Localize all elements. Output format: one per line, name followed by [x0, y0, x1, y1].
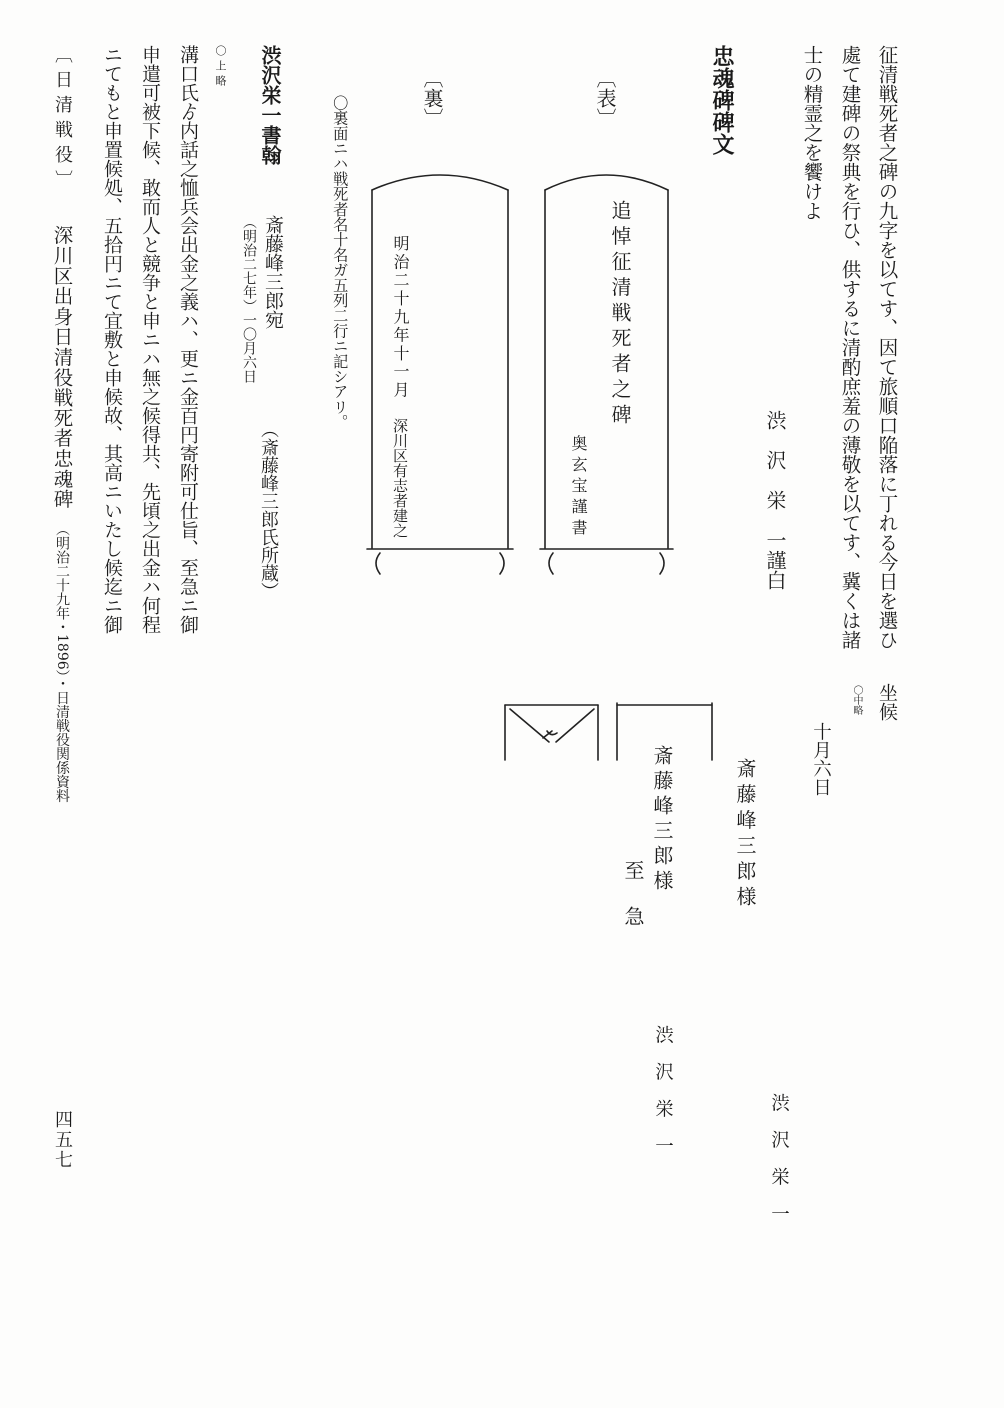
back-monument-drawing [367, 175, 513, 574]
back-label: 〔裏〕 [420, 68, 444, 128]
envelope-flap-right [556, 709, 594, 742]
envelope-recipient: 斎藤峰三郎様 [650, 745, 674, 895]
letter-closing: 坐候 [876, 683, 898, 721]
letter-recipient: 斎藤峰三郎様 [733, 758, 757, 912]
envelope-drawing [505, 703, 712, 760]
epitaph-line-1: 征清戦死者之碑の九字を以てす、因て旅順口陥落に丁れる今日を選ひ [875, 45, 899, 650]
letter-addressee: 斎藤峰三郎宛 [262, 215, 284, 329]
epitaph-line-3: 士の精霊之を饗けよ [800, 45, 824, 221]
back-monument-date: 明治二十九年十一月 [391, 235, 410, 400]
back-monument-erector: 深川区有志者建之 [391, 418, 409, 538]
envelope-sender: 渋 沢 栄 一 [652, 1025, 674, 1155]
letter-collection: （斎藤峰三郎氏所蔵） [258, 420, 279, 600]
front-monument-calligrapher: 奥玄宝謹書 [569, 435, 588, 540]
omission-middle-mark: 〇中略 [851, 685, 862, 715]
page-number: 四五七 [52, 1110, 73, 1170]
front-monument-base-right-curve [660, 553, 664, 574]
front-monument-title: 追悼征清戦死者之碑 [608, 200, 632, 430]
running-head-section: 〔日清戦役〕 [52, 45, 73, 195]
envelope-urgent: 至 急 [621, 860, 645, 929]
letter-date: （明治二七年）一〇月六日 [241, 215, 257, 383]
envelope-seal-mark [543, 731, 557, 738]
letter-signer: 渋 沢 栄 一 [768, 1093, 790, 1223]
monument-heading: 忠魂碑碑文 [709, 45, 735, 155]
back-monument-base-left-curve [376, 553, 380, 574]
front-monument-top-arch [545, 175, 668, 190]
letter-date-line: 十月六日 [810, 722, 832, 796]
epitaph-signature: 渋 沢 栄 一謹白 [763, 410, 787, 590]
back-monument-top-arch [372, 175, 508, 190]
running-head-subtitle: （明治二十九年・1896）・日清戦役関係資料 [54, 522, 70, 803]
epitaph-line-2: 處て建碑の祭典を行ひ、供するに清酌庶羞の薄敬を以てす、冀くは諸 [838, 45, 862, 650]
front-monument-drawing [540, 175, 673, 574]
running-head-title: 深川区出身日清役戦死者忠魂碑 [50, 225, 74, 510]
letter-body-line-2: 申遣可被下候、敢而人と競争と申ニハ無之候得共、先頃之出金ハ何程 [139, 45, 161, 634]
monument-back-note: 〇裏面ニハ戦死者名十名ガ五列二行ニ記シアリ。 [331, 95, 350, 430]
omission-top-mark: 〇上略 [214, 45, 227, 90]
letter-body-line-3: ニてもと申置候処、五拾円ニて宜敷と申候故、其高ニいたし候迄ニ御 [101, 45, 123, 634]
letter-body-line-1: 溝口氏ゟ内話之恤兵会出金之義ハ、更ニ金百円寄附可仕旨、至急ニ御 [177, 45, 199, 634]
front-label: 〔表〕 [593, 68, 617, 128]
back-monument-base-right-curve [500, 553, 504, 574]
front-monument-base-left-curve [549, 553, 553, 574]
letter-heading: 渋沢栄一書翰 [258, 45, 282, 165]
